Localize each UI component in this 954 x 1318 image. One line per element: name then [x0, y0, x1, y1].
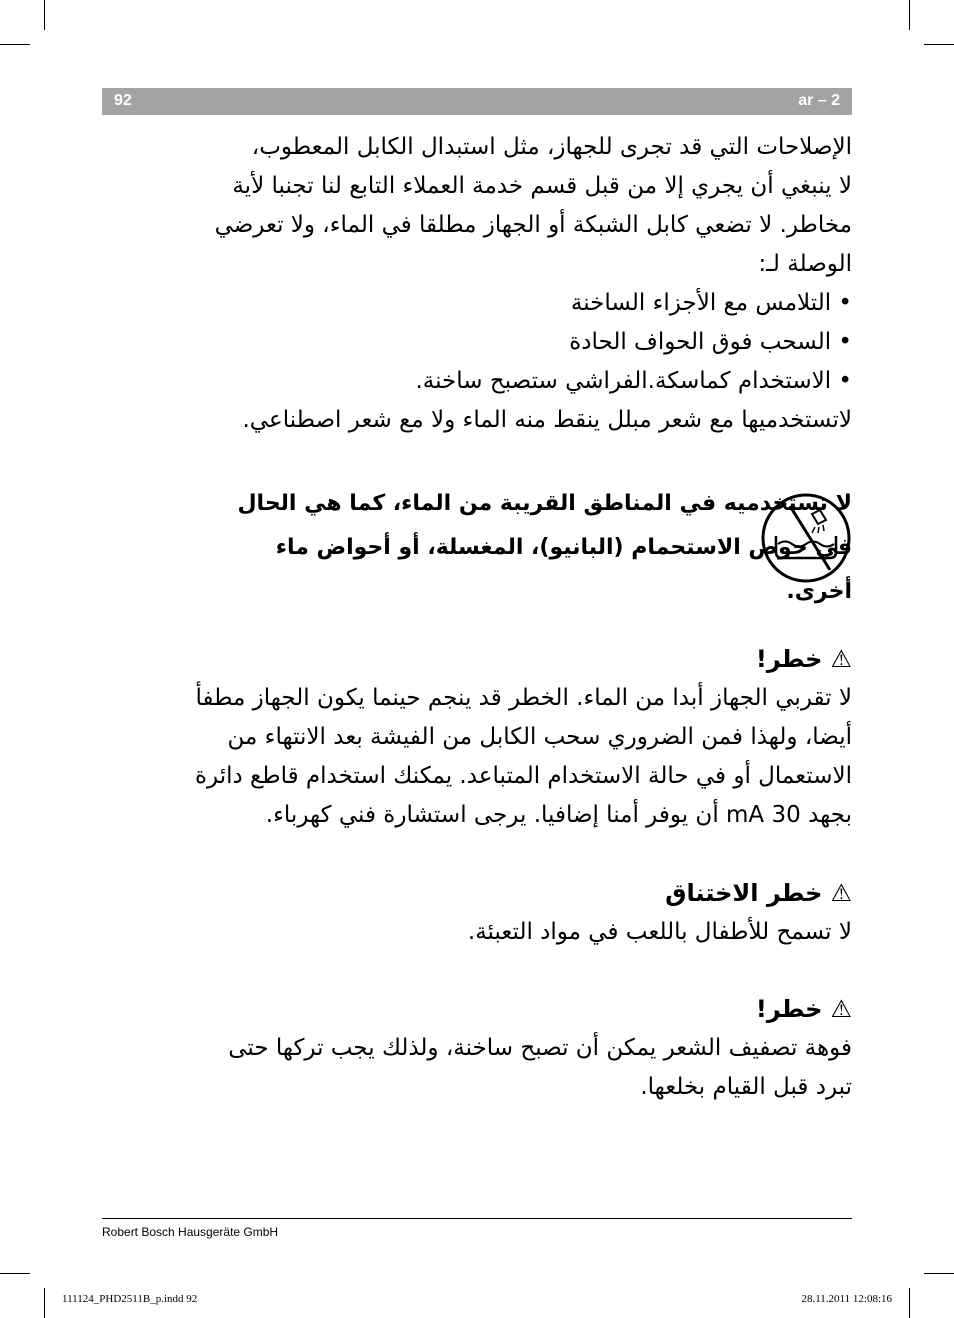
intro-line: لاتستخدميها مع شعر مبلل ينقط منه الماء ولا مع شعر اصطناعي. — [242, 407, 852, 433]
crop-mark — [0, 1273, 30, 1274]
section-title: ⚠خطر! — [100, 640, 852, 679]
bullet-item: • التلامس مع الأجزاء الساخنة — [570, 290, 852, 316]
section-title: ⚠خطر! — [100, 990, 852, 1029]
danger-section-3 — [100, 990, 852, 1107]
section-line: بجهد 30 mA أن يوفر أمنا إضافيا. يرجى استشارة فني كهرباء. — [265, 802, 852, 828]
crop-mark — [924, 1273, 954, 1274]
warning-triangle-icon: ⚠ — [830, 995, 852, 1023]
bullet-item: • الاستخدام كماسكة.الفراشي ستصبح ساخنة. — [415, 368, 852, 394]
footer-company: Robert Bosch Hausgeräte GmbH — [102, 1225, 279, 1239]
crop-mark — [909, 1288, 910, 1318]
bath-warning-text: لا تستخدميه في المناطق القريبة من الماء، كما هي الحال في حوض الاستحمام (البانيو)، المغسلة، أو أحواض ماء أخرى. — [237, 491, 852, 604]
warning-triangle-icon: ⚠ — [830, 645, 852, 673]
crop-mark — [909, 0, 910, 30]
section-line: تبرد قبل القيام بخلعها. — [640, 1074, 852, 1100]
section-line: أيضا، ولهذا فمن الضروري سحب الكابل من الفيشة بعد الانتهاء من — [227, 724, 852, 750]
language-page: ar – 2 — [798, 92, 840, 109]
print-slug-date: 28.11.2011 12:08:16 — [801, 1293, 892, 1305]
bullet-item: • السحب فوق الحواف الحادة — [569, 329, 852, 355]
intro-line: الوصلة لـ: — [758, 251, 852, 277]
crop-mark — [0, 44, 30, 45]
section-line: لا تقربي الجهاز أبدا من الماء. الخطر قد ينجم حينما يكون الجهاز مطفأ — [195, 685, 852, 711]
page-number: 92 — [114, 92, 132, 109]
bath-warning — [232, 482, 852, 614]
intro-section — [100, 128, 852, 440]
intro-line: مخاطر. لا تضعي كابل الشبكة أو الجهاز مطلقا في الماء، ولا تعرضي — [214, 212, 852, 238]
crop-mark — [44, 1288, 45, 1318]
intro-line: الإصلاحات التي قد تجرى للجهاز، مثل استبدال الكابل المعطوب، — [251, 134, 852, 160]
section-line: فوهة تصفيف الشعر يمكن أن تصبح ساخنة، ولذلك يجب تركها حتى — [228, 1035, 852, 1061]
crop-mark — [44, 0, 45, 30]
danger-section-1 — [100, 640, 852, 835]
crop-mark — [924, 44, 954, 45]
section-line: لا تسمح للأطفال باللعب في مواد التعبئة. — [467, 919, 852, 945]
footer-divider — [102, 1218, 852, 1219]
section-title: ⚠خطر الاختناق — [100, 874, 852, 913]
print-slug-file: 111124_PHD2511B_p.indd 92 — [62, 1293, 198, 1305]
intro-line: لا ينبغي أن يجري إلا من قبل قسم خدمة العملاء التابع لنا تجنبا لأية — [232, 173, 852, 199]
warning-triangle-icon: ⚠ — [830, 879, 852, 907]
section-line: الاستعمال أو في حالة الاستخدام المتباعد. يمكنك استخدام قاطع دائرة — [194, 763, 852, 789]
bullet-list — [100, 284, 852, 401]
page-header-bar — [102, 88, 852, 115]
danger-section-2 — [100, 874, 852, 952]
